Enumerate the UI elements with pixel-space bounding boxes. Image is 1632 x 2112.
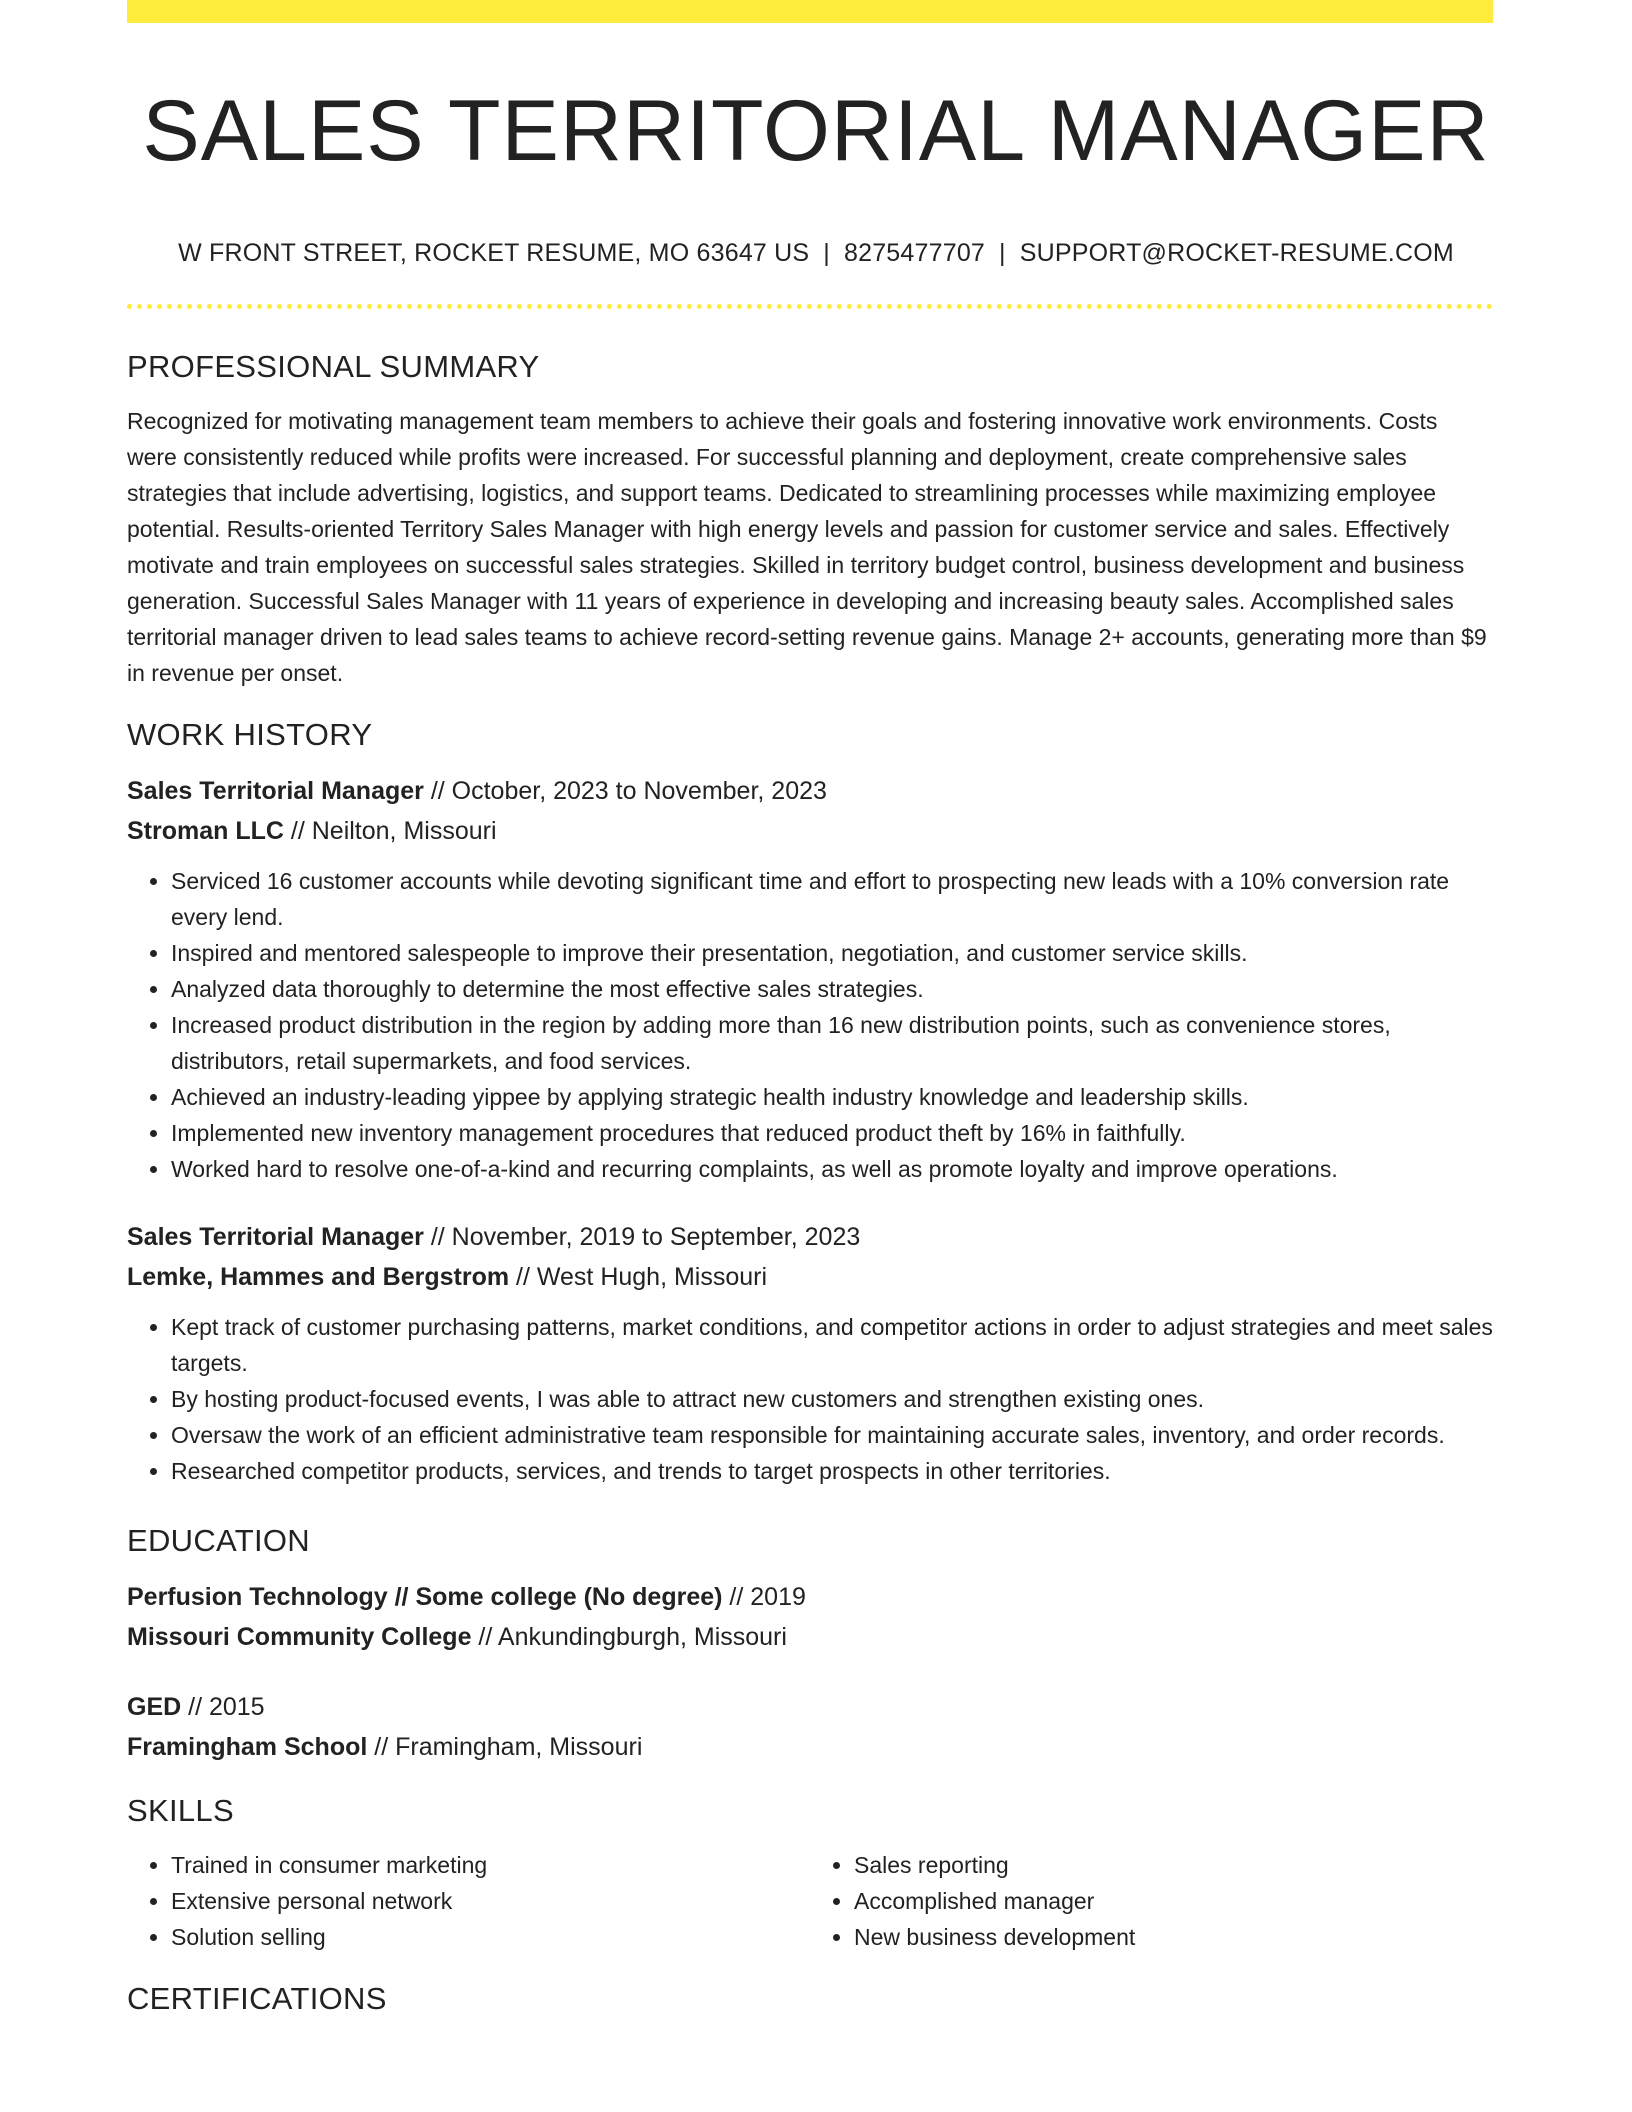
education-degree-line bbox=[127, 1687, 1493, 1727]
job-bullet: • Oversaw the work of an efficient administrative team responsible for maintaining accurate sales, inventory, and order records. bbox=[171, 1417, 1493, 1453]
job-company: Stroman LLC bbox=[127, 817, 284, 845]
skills-column-left bbox=[127, 1847, 810, 1955]
section-title-education: EDUCATION bbox=[127, 1523, 310, 1558]
section-title-work-history: WORK HISTORY bbox=[127, 717, 373, 752]
resume-content bbox=[127, 345, 1493, 2035]
skill-item: • Extensive personal network bbox=[171, 1883, 810, 1919]
contact-address: W FRONT STREET, ROCKET RESUME, MO 63647 US bbox=[178, 239, 810, 267]
job-bullets bbox=[127, 1309, 1493, 1489]
job-bullet: • By hosting product-focused events, I was able to attract new customers and strengthen existing ones. bbox=[171, 1381, 1493, 1417]
job-bullet: • Increased product distribution in the region by adding more than 16 new distribution points, such as convenience stores, distributors, retail supermarkets, and food services. bbox=[171, 1007, 1493, 1079]
skills-column-right bbox=[810, 1847, 1493, 1955]
job-bullet: • Implemented new inventory management procedures that reduced product theft by 16% in faithfully. bbox=[171, 1115, 1493, 1151]
contact-separator: | bbox=[823, 239, 830, 267]
summary-text: Recognized for motivating management team members to achieve their goals and fostering innovative work environments. Costs were consistently reduced while profits were increased. For successful planning and deployment, create comprehensive sales strategies that include advertising, logistics, and support teams. Dedicated to streamlining processes while maximizing employee potential. Results-oriented Territory Sales Manager with high energy levels and passion for customer service and sales. Effectively motivate and train employees on successful sales strategies. Skilled in territory budget control, business development and business generation. Successful Sales Manager with 11 years of experience in developing and increasing beauty sales. Accomplished sales territorial manager driven to lead sales teams to achieve record-setting revenue gains. Manage 2+ accounts, generating more than $9 in revenue per onset. bbox=[127, 408, 1487, 686]
job-bullets bbox=[127, 863, 1493, 1187]
skill-item: • New business development bbox=[854, 1919, 1493, 1955]
education-year: // 2015 bbox=[181, 1693, 265, 1721]
job-location: // Neilton, Missouri bbox=[283, 817, 497, 845]
accent-top-bar bbox=[127, 0, 1493, 23]
education-degree: Perfusion Technology // Some college (No degree) bbox=[127, 1583, 723, 1611]
contact-separator: | bbox=[999, 239, 1006, 267]
job-dates: // October, 2023 to November, 2023 bbox=[423, 777, 827, 805]
contact-line bbox=[0, 236, 1632, 270]
section-title-summary: PROFESSIONAL SUMMARY bbox=[127, 349, 540, 384]
job-entry bbox=[127, 1217, 1493, 1489]
skill-item: • Trained in consumer marketing bbox=[171, 1847, 810, 1883]
job-company-line bbox=[127, 1257, 1493, 1297]
section-title-certifications: CERTIFICATIONS bbox=[127, 1981, 387, 2016]
job-bullet: • Serviced 16 customer accounts while devoting significant time and effort to prospecting new leads with a 10% conversion rate every lend. bbox=[171, 863, 1493, 935]
job-company: Lemke, Hammes and Bergstrom bbox=[127, 1263, 510, 1291]
education-degree-line bbox=[127, 1577, 1493, 1617]
skill-item: • Sales reporting bbox=[854, 1847, 1493, 1883]
job-location: // West Hugh, Missouri bbox=[509, 1263, 768, 1291]
education-school-line bbox=[127, 1727, 1493, 1767]
job-bullet: • Worked hard to resolve one-of-a-kind and recurring complaints, as well as promote loyalty and improve operations. bbox=[171, 1151, 1493, 1187]
job-entry bbox=[127, 771, 1493, 1187]
job-bullet: • Inspired and mentored salespeople to improve their presentation, negotiation, and customer service skills. bbox=[171, 935, 1493, 971]
education-school: Framingham School bbox=[127, 1733, 368, 1761]
skill-item: • Solution selling bbox=[171, 1919, 810, 1955]
skills-columns bbox=[127, 1847, 1493, 1955]
education-school: Missouri Community College bbox=[127, 1623, 472, 1651]
section-title-skills: SKILLS bbox=[127, 1793, 234, 1828]
education-entry bbox=[127, 1577, 1493, 1657]
education-school-line bbox=[127, 1617, 1493, 1657]
job-title-line bbox=[127, 771, 1493, 811]
contact-email: SUPPORT@ROCKET-RESUME.COM bbox=[1019, 239, 1454, 267]
job-bullet: • Achieved an industry-leading yippee by applying strategic health industry knowledge and leadership skills. bbox=[171, 1079, 1493, 1115]
education-location: // Ankundingburgh, Missouri bbox=[471, 1623, 787, 1651]
education-degree: GED bbox=[127, 1693, 182, 1721]
job-dates: // November, 2019 to September, 2023 bbox=[423, 1223, 861, 1251]
skill-item: • Accomplished manager bbox=[854, 1883, 1493, 1919]
job-company-line bbox=[127, 811, 1493, 851]
job-title: Sales Territorial Manager bbox=[127, 1223, 424, 1251]
resume-title: SALES TERRITORIAL MANAGER bbox=[142, 83, 1490, 179]
job-bullet: • Analyzed data thoroughly to determine the most effective sales strategies. bbox=[171, 971, 1493, 1007]
contact-phone: 8275477707 bbox=[844, 239, 986, 267]
education-entry bbox=[127, 1687, 1493, 1767]
job-bullet: • Researched competitor products, services, and trends to target prospects in other territories. bbox=[171, 1453, 1493, 1489]
dotted-divider bbox=[127, 304, 1493, 309]
education-location: // Framingham, Missouri bbox=[367, 1733, 643, 1761]
education-year: // 2019 bbox=[722, 1583, 806, 1611]
job-bullet: • Kept track of customer purchasing patterns, market conditions, and competitor actions in order to adjust strategies and meet sales targets. bbox=[171, 1309, 1493, 1381]
job-title-line bbox=[127, 1217, 1493, 1257]
job-title: Sales Territorial Manager bbox=[127, 777, 424, 805]
